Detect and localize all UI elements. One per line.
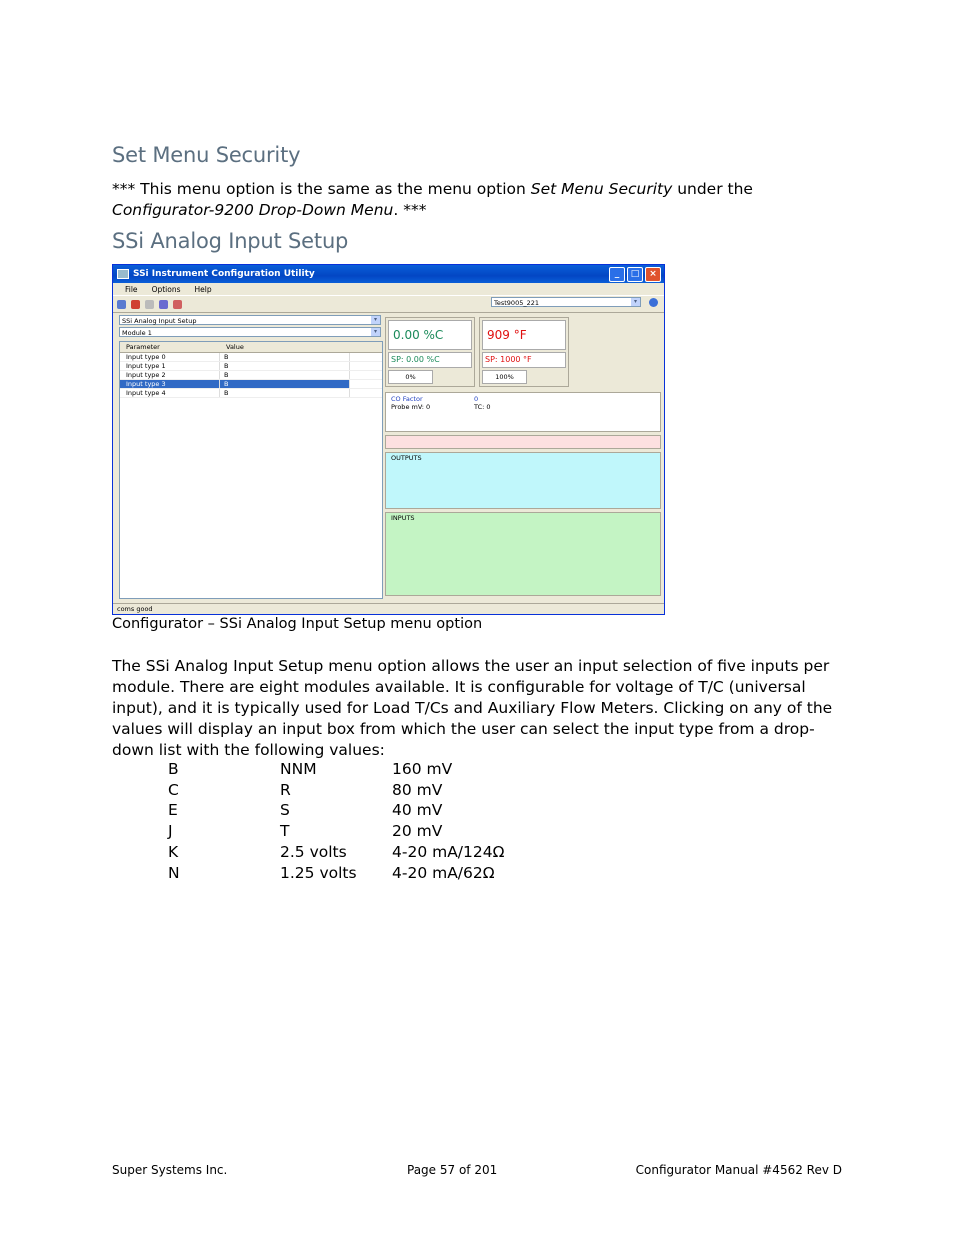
list-item: [168, 863, 532, 884]
window-titlebar: [113, 265, 664, 283]
value-col1: C: [168, 780, 179, 799]
value-col1: B: [168, 760, 179, 778]
row-parameter: Input type 1: [120, 362, 220, 370]
help-icon: [649, 298, 658, 307]
outputs-label: OUTPUTS: [391, 454, 422, 462]
value-col3: 160 mV: [392, 760, 453, 778]
co-factor-label: CO Factor: [391, 395, 423, 403]
loop2-sp: SP: 1000 °F: [482, 352, 566, 368]
row-value: B: [220, 371, 350, 379]
loop2-panel: [479, 317, 569, 387]
chevron-down-icon: ▾: [371, 328, 380, 336]
list-item: [168, 842, 532, 863]
body-paragraph: The SSi Analog Input Setup menu option allows the user an input selection of five inputs per module. There are eight modules available. It is configurable for voltage of T/C (universal input), and it is typically used for Load T/Cs and Auxiliary Flow Meters. Clicking on any of the values will display an input box from which the user can select the input type from a drop-down list with the following values:: [112, 657, 833, 759]
table-row: [120, 362, 382, 371]
co-factor-value: 0: [474, 395, 479, 403]
settings-icon: [145, 300, 154, 309]
value-col1: K: [168, 842, 179, 861]
value-col3: 4-20 mA/62Ω: [392, 863, 495, 882]
heading-ssi-analog-input-setup: SSi Analog Input Setup: [112, 229, 349, 253]
loop2-output: 100%: [482, 370, 527, 384]
footer-page-number: Page 57 of 201: [407, 1163, 498, 1177]
grid-header: [120, 342, 382, 353]
probe-mv: Probe mV: 0: [391, 403, 431, 411]
status-text: coms good: [117, 605, 153, 613]
minimize-icon: _: [609, 267, 625, 282]
alarm-panel: [385, 435, 661, 449]
menu-select: SSi Analog Input Setup ▾: [119, 315, 381, 325]
tc-value: TC: 0: [474, 403, 491, 411]
row-value: B: [220, 353, 350, 361]
screenshot-window: [112, 264, 665, 615]
value-col2: R: [280, 780, 291, 799]
set-menu-security-note: *** This menu option is the same as the menu option Set Menu Security under the Configurator-9200 Drop-Down Menu. ***: [112, 180, 753, 219]
loop1-panel: [385, 317, 475, 387]
row-parameter: Input type 3: [120, 380, 220, 388]
menu-help: Help: [194, 284, 212, 294]
value-col3: 4-20 mA/124Ω: [392, 842, 505, 861]
list-item: [168, 780, 532, 801]
chevron-down-icon: ▾: [631, 298, 640, 306]
module-select: Module 1 ▾: [119, 327, 381, 337]
maximize-icon: □: [627, 267, 643, 282]
value-col2: 1.25 volts: [280, 863, 357, 882]
loop1-sp: SP: 0.00 %C: [388, 352, 472, 368]
loop1-output: 0%: [388, 370, 433, 384]
heading-set-menu-security: Set Menu Security: [112, 143, 301, 167]
list-item: [168, 800, 532, 821]
window-menubar: [113, 283, 664, 295]
footer-right: Configurator Manual #4562 Rev D: [635, 1163, 842, 1177]
table-row: [120, 371, 382, 380]
row-parameter: Input type 0: [120, 353, 220, 361]
value-col3: 80 mV: [392, 780, 443, 799]
menu-file: File: [125, 284, 138, 294]
row-parameter: Input type 4: [120, 389, 220, 397]
parameter-grid: [119, 341, 383, 599]
row-value: B: [220, 362, 350, 370]
value-col1: E: [168, 801, 178, 820]
table-row-selected: [120, 380, 382, 389]
menu-options: Options: [151, 284, 181, 294]
instrument-select: Test9005_221 ▾: [491, 297, 641, 307]
input-type-values: [168, 759, 532, 883]
window-title: SSi Instrument Configuration Utility: [133, 269, 315, 279]
value-col1: J: [168, 822, 173, 841]
grid-header-value: Value: [226, 343, 244, 351]
value-col2: NNM: [280, 760, 317, 778]
row-value: B: [220, 380, 350, 388]
grid-header-parameter: Parameter: [126, 343, 160, 351]
close-icon: ×: [645, 267, 661, 282]
row-parameter: Input type 2: [120, 371, 220, 379]
chevron-down-icon: ▾: [371, 316, 380, 324]
value-col3: 20 mV: [392, 822, 443, 841]
list-item: [168, 759, 532, 780]
inputs-panel: [385, 512, 661, 596]
outputs-panel: [385, 452, 661, 509]
status-bar: [113, 603, 664, 614]
figure-caption: Configurator – SSi Analog Input Setup menu option: [112, 616, 483, 632]
inputs-label: INPUTS: [391, 514, 415, 522]
table-row: [120, 389, 382, 398]
app-icon: [117, 269, 129, 279]
value-col2: 2.5 volts: [280, 842, 347, 861]
loop1-pv: 0.00 %C: [388, 320, 472, 350]
disconnect-icon: [131, 300, 140, 309]
info-panel: [385, 392, 661, 432]
row-value: B: [220, 389, 350, 397]
value-col2: T: [280, 822, 290, 841]
value-col3: 40 mV: [392, 801, 443, 820]
table-row: [120, 353, 382, 362]
edit-icon: [173, 300, 182, 309]
gear-icon: [159, 300, 168, 309]
value-col2: S: [280, 801, 290, 820]
footer-left: Super Systems Inc.: [112, 1163, 228, 1177]
loop2-pv: 909 °F: [482, 320, 566, 350]
connect-icon: [117, 300, 126, 309]
list-item: [168, 821, 532, 842]
value-col1: N: [168, 863, 180, 882]
